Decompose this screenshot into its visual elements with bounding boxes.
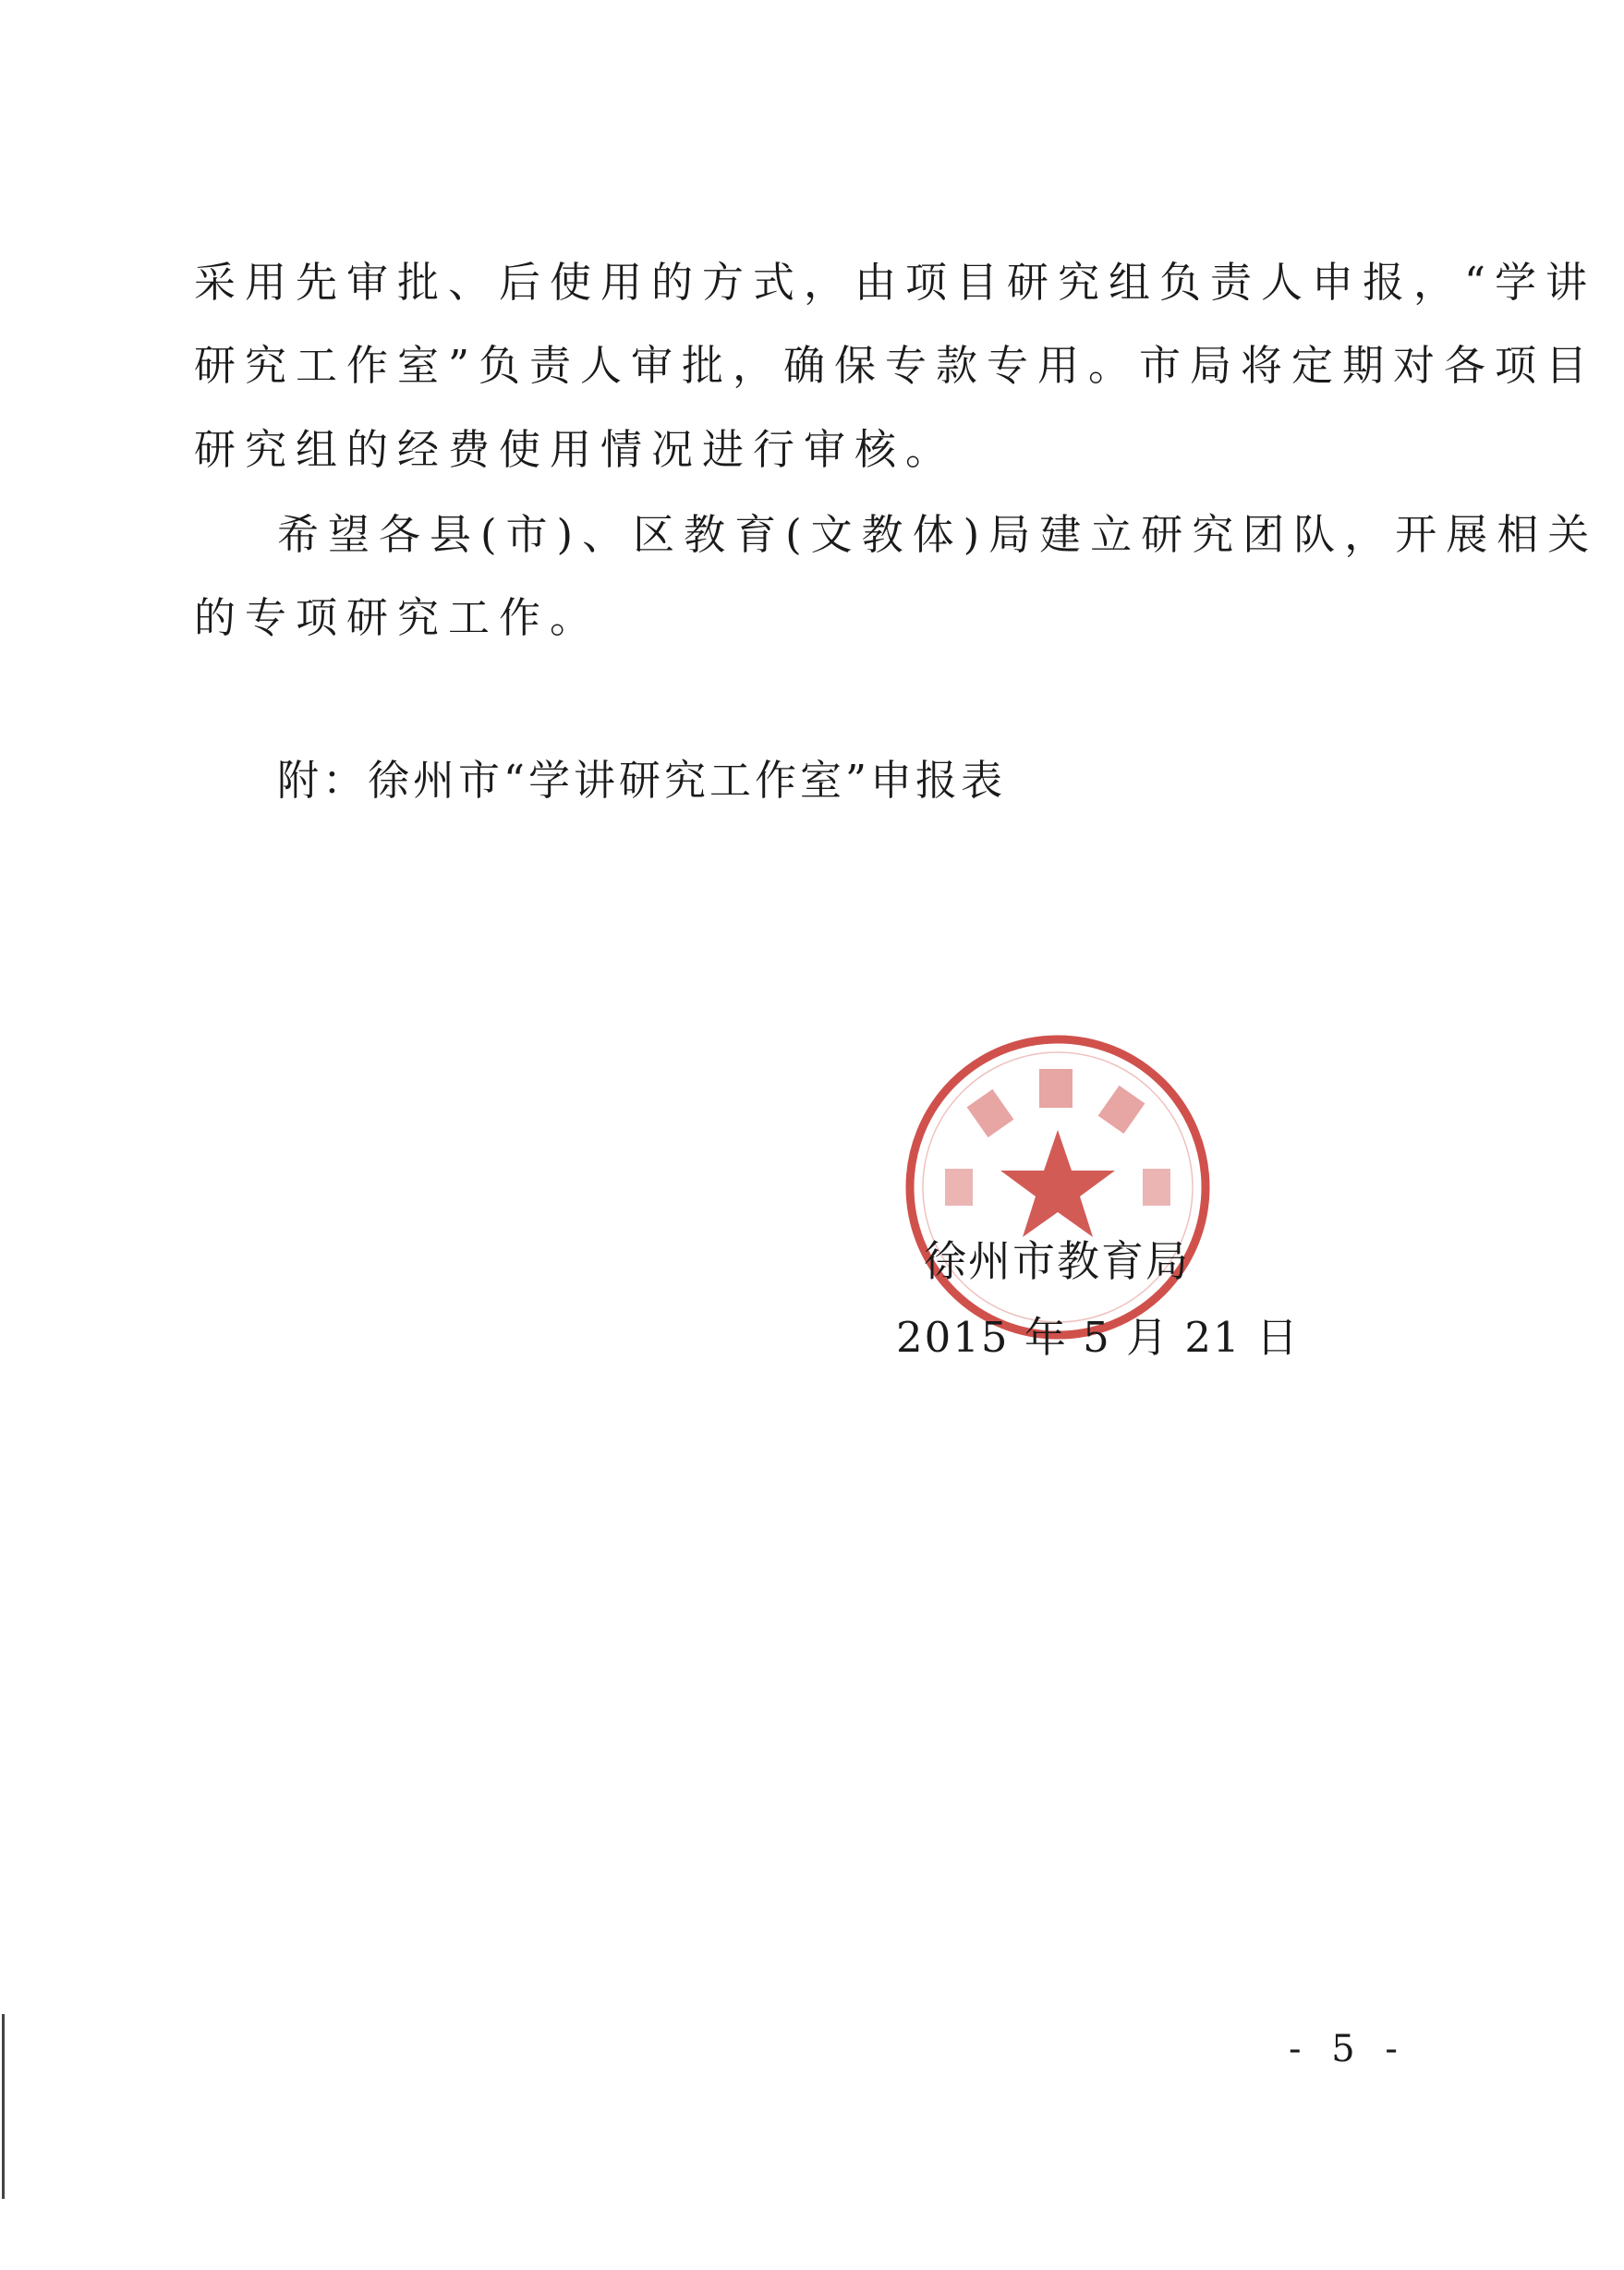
scan-edge-mark [2, 2014, 5, 2199]
body-paragraph-2-line-2: 的专项研究工作。 [194, 593, 601, 642]
official-seal-icon [901, 1030, 1215, 1344]
body-line-2: 研究工作室”负责人审批，确保专款专用。市局将定期对各项目 [194, 341, 1597, 390]
body-paragraph-2-line-1: 希望各县(市)、区教育(文教体)局建立研究团队，开展相关 [277, 510, 1599, 559]
attachment-note: 附：徐州市“学讲研究工作室”申报表 [277, 756, 1007, 805]
page-number: - 5 - [1289, 2028, 1407, 2070]
signature-organization: 徐州市教育局 [924, 1236, 1190, 1286]
body-line-3: 研究组的经费使用情况进行审核。 [194, 425, 957, 474]
body-line-1: 采用先审批、后使用的方式，由项目研究组负责人申报，“学讲 [194, 258, 1597, 307]
signature-date: 2015 年 5 月 21 日 [896, 1313, 1300, 1362]
